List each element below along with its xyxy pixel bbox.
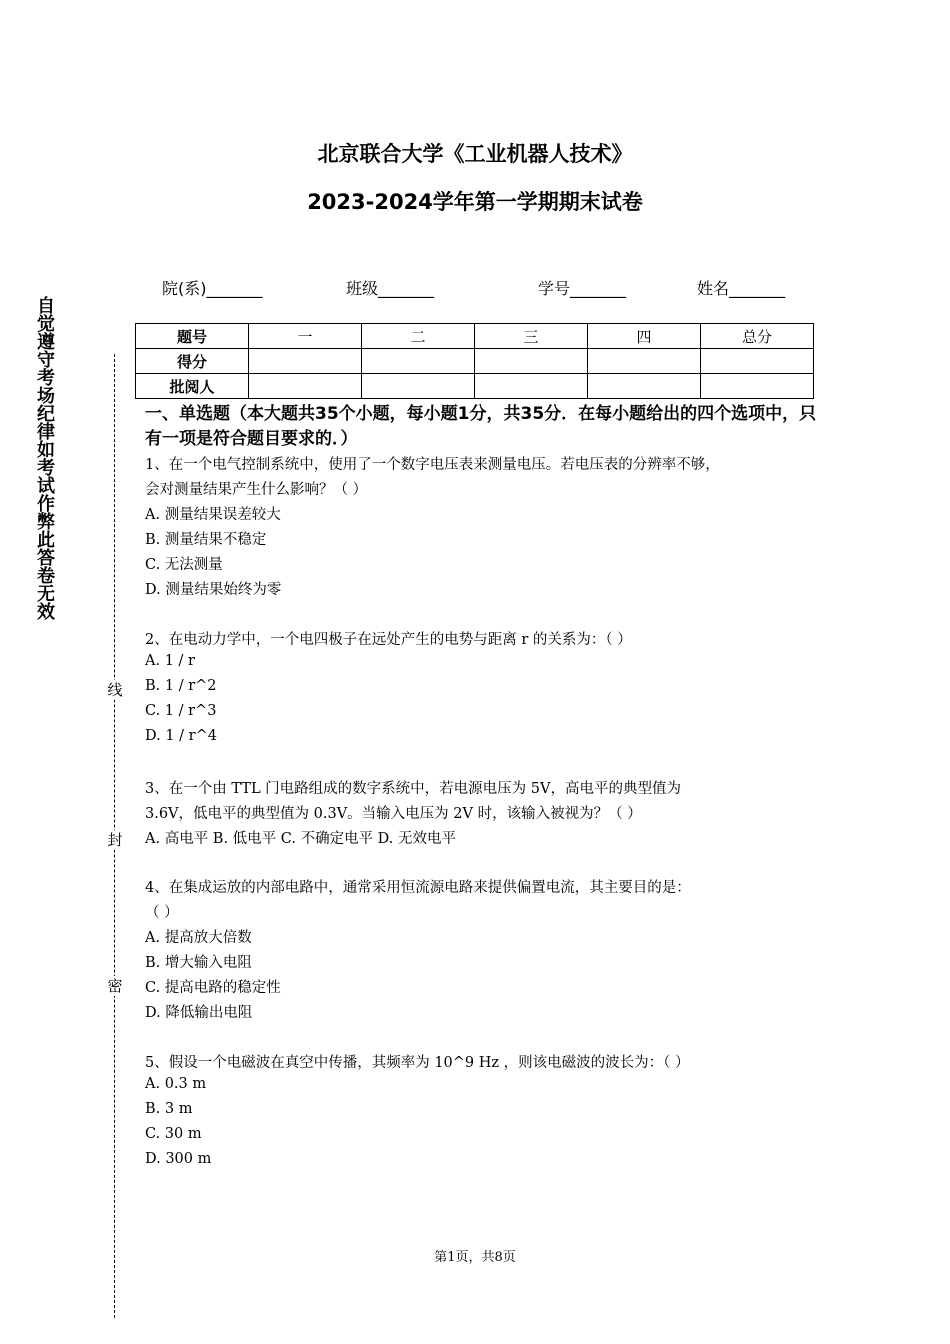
option-line[interactable]: B. 增大输入电阻: [145, 955, 252, 971]
option-line[interactable]: A. 0.3 m: [145, 1076, 207, 1092]
option-line[interactable]: C. 1 / r^3: [145, 703, 217, 719]
seal-char-feng: 封: [105, 830, 125, 850]
question-line: 3、在一个由 TTL 门电路组成的数字系统中，若电源电压为 5V，高电平的典型值为: [145, 781, 681, 797]
score-table-row: [136, 374, 814, 399]
option-line[interactable]: B. 3 m: [145, 1101, 193, 1117]
table-cell: 批阅人: [136, 374, 249, 399]
side-notice: 自觉遵守考场纪律如考试作弊此答卷无效: [34, 296, 55, 620]
option-line[interactable]: D. 1 / r^4: [145, 728, 217, 744]
option-line[interactable]: A. 测量结果误差较大: [145, 507, 281, 523]
page-footer: 第1页，共8页: [434, 1250, 516, 1265]
option-line[interactable]: A. 高电平 B. 低电平 C. 不确定电平 D. 无效电平: [145, 831, 457, 847]
option-line[interactable]: D. 300 m: [145, 1151, 212, 1167]
score-input-cell[interactable]: [249, 349, 362, 374]
score-table-row: [136, 349, 814, 374]
table-cell: 三: [475, 324, 588, 349]
grader-input-cell[interactable]: [475, 374, 588, 399]
grader-input-cell[interactable]: [362, 374, 475, 399]
dept-field[interactable]: 院(系)_______: [162, 279, 263, 298]
student-id-field[interactable]: 学号_______: [538, 279, 627, 298]
question-line: 2、在电动力学中，一个电四极子在远处产生的电势与距离 r 的关系为：（ ）: [145, 632, 632, 648]
score-table: [135, 323, 814, 399]
section-title: 一、单选题（本大题共35个小题，每小题1分，共35分．在每小题给出的四个选项中，只有一项是符合题目要求的．）: [145, 404, 817, 449]
table-cell: 四: [588, 324, 701, 349]
option-line[interactable]: B. 测量结果不稳定: [145, 532, 267, 548]
score-input-cell[interactable]: [362, 349, 475, 374]
class-field[interactable]: 班级_______: [346, 279, 435, 298]
exam-title-line2: 2023-2024学年第一学期期末试卷: [307, 190, 643, 214]
seal-char-mi: 密: [105, 976, 125, 996]
table-cell: 二: [362, 324, 475, 349]
option-line[interactable]: B. 1 / r^2: [145, 678, 217, 694]
question-line: 3.6V，低电平的典型值为 0.3V。当输入电压为 2V 时，该输入被视为？（ ）: [145, 806, 642, 822]
option-line[interactable]: D. 测量结果始终为零: [145, 582, 282, 598]
option-line[interactable]: A. 1 / r: [145, 653, 195, 669]
score-table-row: [136, 324, 814, 349]
exam-title-line1: 北京联合大学《工业机器人技术》: [317, 142, 633, 166]
option-line[interactable]: C. 无法测量: [145, 557, 223, 573]
table-cell: 一: [249, 324, 362, 349]
question-line: 5、假设一个电磁波在真空中传播，其频率为 10^9 Hz ，则该电磁波的波长为：（ ）: [145, 1055, 690, 1071]
question-line: 会对测量结果产生什么影响？（ ）: [145, 482, 368, 498]
option-line[interactable]: D. 降低输出电阻: [145, 1005, 253, 1021]
option-line[interactable]: C. 30 m: [145, 1126, 202, 1142]
grader-input-cell[interactable]: [249, 374, 362, 399]
question-line: 4、在集成运放的内部电路中，通常采用恒流源电路来提供偏置电流，其主要目的是：: [145, 880, 691, 896]
score-input-cell[interactable]: [588, 349, 701, 374]
score-input-cell[interactable]: [701, 349, 814, 374]
name-field[interactable]: 姓名_______: [697, 279, 786, 298]
grader-input-cell[interactable]: [588, 374, 701, 399]
question-line: 1、在一个电气控制系统中，使用了一个数字电压表来测量电压。若电压表的分辨率不够，: [145, 457, 720, 473]
seal-char-xian: 线: [105, 680, 125, 700]
table-cell: 得分: [136, 349, 249, 374]
option-line[interactable]: C. 提高电路的稳定性: [145, 980, 281, 996]
grader-input-cell[interactable]: [701, 374, 814, 399]
question-line: （ ）: [145, 905, 179, 921]
score-input-cell[interactable]: [475, 349, 588, 374]
table-cell: 总分: [701, 324, 814, 349]
table-cell: 题号: [136, 324, 249, 349]
option-line[interactable]: A. 提高放大倍数: [145, 930, 252, 946]
